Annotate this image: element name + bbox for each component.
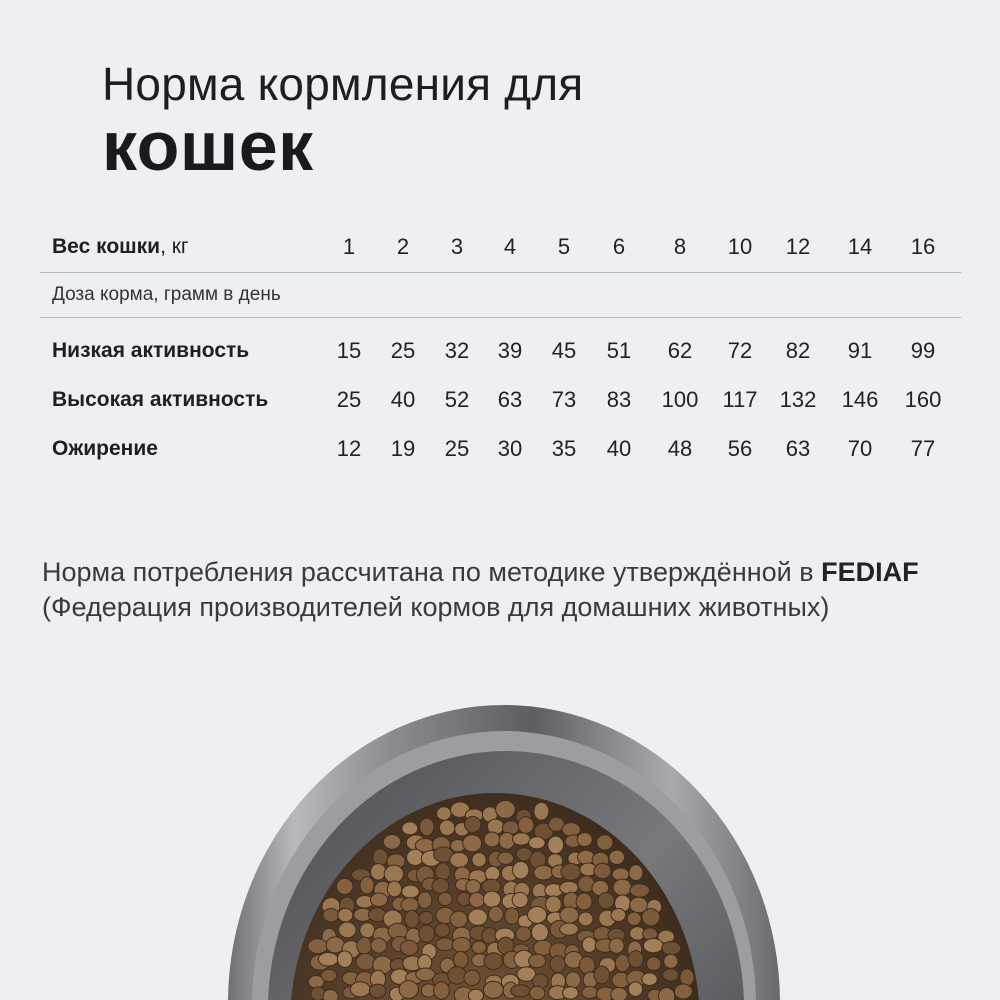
kibble-piece: [484, 953, 503, 970]
kibble-piece: [454, 951, 468, 968]
kibble-piece: [511, 985, 530, 997]
dose-value: 77: [910, 435, 936, 461]
dose-value: 25: [390, 337, 416, 363]
kibble-piece: [546, 896, 562, 913]
kibble-piece: [615, 954, 630, 971]
dose-value: 63: [785, 435, 811, 461]
dose-value: 70: [847, 435, 873, 461]
dose-value: 73: [551, 386, 577, 412]
kibble-piece: [452, 937, 470, 952]
weight-value: 6: [612, 234, 626, 259]
kibble-piece: [582, 937, 596, 952]
kibble-piece: [576, 893, 592, 910]
kibble-piece: [498, 852, 514, 864]
kibble-piece: [464, 816, 480, 832]
dose-value: 52: [444, 386, 470, 412]
kibble-piece: [434, 982, 450, 1000]
dose-value: 25: [444, 435, 470, 461]
table-subheader-row: [40, 273, 961, 317]
weight-header-unit: , кг: [160, 235, 189, 258]
kibble-piece: [384, 865, 403, 883]
kibble-piece: [483, 891, 500, 907]
kibble-piece: [323, 989, 338, 1000]
dose-value: 19: [390, 435, 416, 461]
kibble-piece: [529, 954, 546, 968]
kibble-piece: [418, 892, 432, 908]
kibble-piece: [646, 957, 660, 971]
kibble-piece: [534, 865, 553, 880]
weight-value: 8: [673, 234, 687, 259]
kibble-piece: [405, 910, 420, 927]
kibble-piece: [505, 908, 519, 925]
kibble-piece: [662, 942, 681, 956]
kibble-bowl-illustration: [225, 703, 785, 1000]
dose-value: 56: [727, 435, 753, 461]
kibble-piece: [516, 927, 532, 942]
kibble-piece: [598, 893, 614, 909]
kibble-piece: [597, 835, 613, 850]
kibble-piece: [370, 893, 387, 906]
note-text-2: (Федерация производителей кормов для домашних животных): [42, 592, 830, 622]
kibble-piece: [611, 988, 628, 1000]
kibble-piece: [416, 968, 435, 981]
kibble-piece: [548, 836, 564, 854]
dose-value: 117: [722, 386, 758, 412]
kibble-piece: [518, 817, 534, 834]
dose-value: 45: [551, 337, 577, 363]
kibble-piece: [563, 987, 579, 999]
kibble-piece: [579, 957, 595, 974]
kibble-piece: [664, 954, 678, 968]
kibble-piece: [485, 866, 500, 880]
kibble-piece: [582, 986, 598, 998]
page-title: [102, 58, 583, 184]
kibble-piece: [534, 802, 549, 820]
dose-value: 39: [497, 337, 523, 363]
dose-value: 82: [785, 337, 811, 363]
dose-value: 132: [779, 386, 817, 412]
table-body: [40, 326, 961, 473]
feeding-table: [40, 222, 961, 473]
kibble-piece: [436, 938, 454, 951]
dose-value: 83: [606, 386, 632, 412]
note-fediaf: FEDIAF: [821, 557, 919, 587]
kibble-piece: [435, 923, 450, 937]
kibble-piece: [437, 807, 452, 820]
fediaf-note: [42, 555, 972, 625]
kibble-piece: [628, 982, 642, 997]
kibble-piece: [371, 938, 387, 953]
kibble-piece: [674, 984, 692, 999]
weight-value: 14: [847, 234, 873, 259]
title-line-2: кошек: [102, 107, 314, 185]
kibble-piece: [566, 972, 581, 988]
kibble-piece: [400, 940, 418, 955]
kibble-piece: [528, 907, 547, 924]
dose-value: 160: [904, 386, 942, 412]
table-row: [40, 375, 961, 424]
dose-subheader: Доза корма, грамм в день: [52, 284, 281, 305]
kibble-piece: [532, 923, 549, 941]
kibble-piece: [642, 909, 660, 926]
kibble-piece: [321, 969, 337, 981]
kibble-piece: [560, 923, 579, 935]
kibble-piece: [383, 835, 401, 850]
kibble-piece: [463, 835, 482, 852]
kibble-piece: [469, 893, 485, 908]
weight-header-bold: Вес кошки: [52, 235, 161, 258]
kibble-piece: [609, 850, 624, 864]
weight-value: 5: [557, 234, 571, 259]
kibble-piece: [609, 938, 624, 953]
kibble-piece: [659, 988, 675, 1000]
kibble-piece: [401, 898, 419, 912]
kibble-piece: [577, 833, 592, 847]
dose-value: 30: [497, 435, 523, 461]
dose-value: 99: [910, 337, 936, 363]
table-row: [40, 326, 961, 375]
kibble-piece: [663, 969, 679, 981]
kibble-piece: [468, 989, 483, 1000]
kibble-piece: [356, 954, 375, 970]
kibble-piece: [420, 818, 434, 836]
kibble-piece: [612, 868, 629, 881]
kibble-piece: [613, 879, 631, 896]
kibble-piece: [419, 911, 433, 924]
weight-header-label: [52, 235, 189, 259]
kibble-piece: [529, 986, 545, 999]
kibble-piece: [642, 973, 658, 986]
kibble-piece: [512, 893, 528, 908]
kibble-piece: [339, 922, 356, 938]
kibble-piece: [529, 837, 545, 849]
dose-value: 48: [667, 435, 693, 461]
kibble-piece: [308, 939, 328, 954]
kibble-piece: [468, 909, 487, 925]
dose-value: 72: [727, 337, 753, 363]
food-bowl-image: [225, 703, 785, 1000]
weight-value: 4: [503, 234, 517, 259]
kibble-piece: [464, 970, 480, 985]
row-label: Ожирение: [52, 436, 158, 460]
kibble-piece: [489, 906, 504, 922]
kibble-piece: [399, 981, 418, 999]
weight-value: 16: [910, 234, 936, 259]
kibble-piece: [402, 822, 418, 835]
kibble-piece: [371, 864, 386, 880]
dose-value: 32: [444, 337, 470, 363]
kibble-piece: [448, 967, 467, 985]
kibble-piece: [680, 969, 694, 986]
kibble-piece: [561, 863, 581, 880]
kibble-piece: [483, 981, 503, 998]
kibble-piece: [369, 984, 386, 998]
kibble-piece: [419, 925, 435, 942]
kibble-piece: [512, 833, 530, 846]
kibble-piece: [629, 865, 643, 881]
kibble-piece: [323, 908, 339, 922]
dose-value: 91: [847, 337, 873, 363]
note-text-1: Норма потребления рассчитана по методике утверждённой в: [42, 557, 822, 587]
kibble-piece: [350, 982, 370, 997]
table-header-row: [40, 222, 961, 272]
kibble-piece: [628, 951, 643, 968]
kibble-piece: [439, 820, 454, 836]
kibble-piece: [438, 893, 452, 906]
kibble-piece: [594, 863, 611, 878]
kibble-piece: [450, 911, 467, 928]
kibble-piece: [336, 878, 353, 894]
dose-value: 25: [336, 386, 362, 412]
row-label: Низкая активность: [52, 338, 250, 362]
kibble-piece: [450, 852, 469, 867]
weight-value: 3: [450, 234, 464, 259]
kibble-piece: [402, 885, 420, 898]
kibble-piece: [337, 951, 352, 968]
kibble-piece: [627, 912, 641, 925]
kibble-piece: [562, 823, 580, 837]
dose-value: 40: [390, 386, 416, 412]
kibble-piece: [594, 966, 610, 984]
kibble-piece: [550, 956, 565, 973]
dose-value: 63: [497, 386, 523, 412]
kibble-piece: [578, 912, 593, 926]
dose-value: 15: [336, 337, 362, 363]
dose-value: 40: [606, 435, 632, 461]
kibble-piece: [432, 878, 449, 893]
kibble-piece: [496, 800, 516, 818]
dose-value: 146: [841, 386, 879, 412]
kibble-piece: [387, 881, 401, 897]
kibble-piece: [513, 861, 529, 879]
kibble-piece: [466, 880, 481, 894]
dose-value: 62: [667, 337, 693, 363]
weight-value: 1: [342, 234, 356, 259]
kibble-piece: [435, 863, 450, 881]
kibble-piece: [484, 832, 500, 847]
title-line-1: Норма кормления для: [102, 58, 584, 110]
kibble-piece: [360, 877, 374, 894]
weight-value: 10: [727, 234, 753, 259]
kibble-piece: [357, 937, 372, 954]
kibble-piece: [318, 953, 338, 966]
kibble-piece: [472, 941, 486, 954]
dose-value: 100: [661, 386, 699, 412]
kibble-piece: [643, 939, 663, 953]
kibble-piece: [611, 908, 626, 921]
dose-value: 51: [606, 337, 632, 363]
kibble-piece: [472, 853, 486, 867]
kibble-piece: [630, 884, 650, 897]
kibble-piece: [560, 881, 579, 893]
weight-value: 2: [396, 234, 410, 259]
weight-value: 12: [785, 234, 811, 259]
table-row: [40, 424, 961, 473]
row-label: Высокая активность: [52, 387, 269, 411]
dose-value: 12: [336, 435, 362, 461]
kibble-piece: [338, 908, 353, 922]
dose-value: 35: [551, 435, 577, 461]
